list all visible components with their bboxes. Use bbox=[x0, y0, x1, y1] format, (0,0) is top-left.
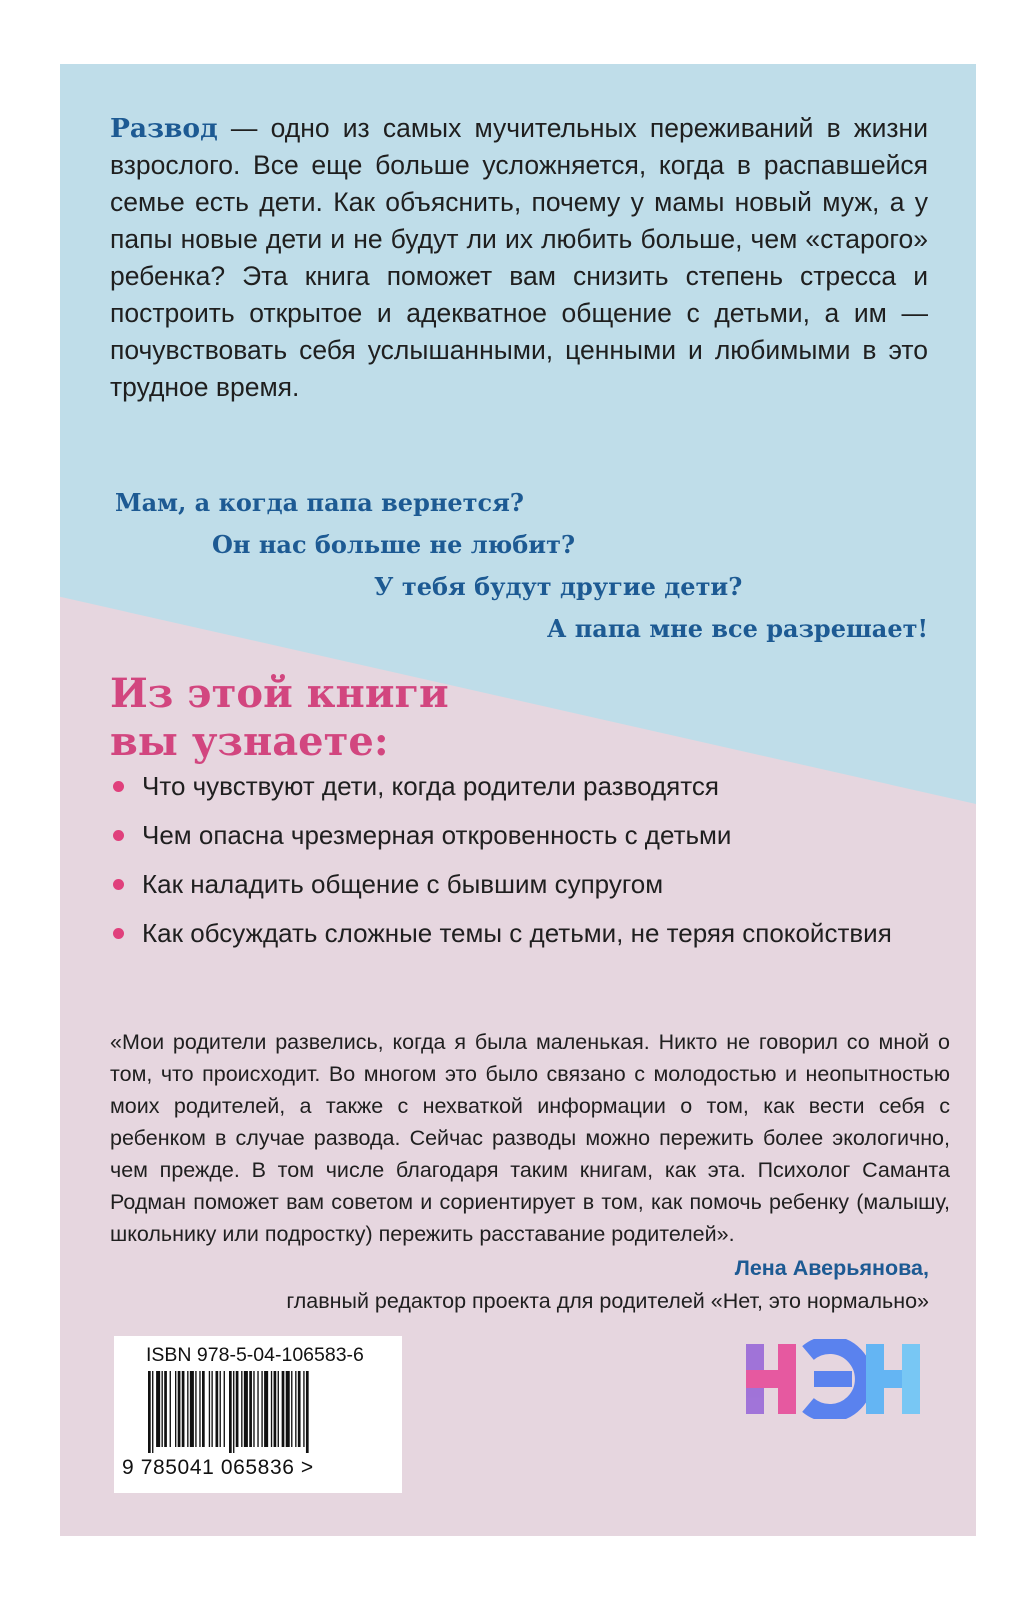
bullet-dot-icon bbox=[113, 928, 124, 939]
bullet-dot-icon bbox=[113, 879, 124, 890]
testimonial-author: Лена Аверьянова, bbox=[734, 1256, 929, 1280]
ean-digits: 9 785041 065836 > bbox=[122, 1456, 314, 1479]
intro-text: — одно из самых мучительных переживаний в жизни взрослого. Все еще больше усложняется, когда в распавшейся семье есть дети. Как объяснить, почему у мамы новый муж, а у папы новые дети и не будут ли их любить больше, чем «старого» ребенка? Эта книга поможет вам снизить степень стресса и построить открытое и адекватное общение с детьми, а им — почувствовать себя услышанными, ценными и любимыми в это трудное время. bbox=[110, 113, 928, 402]
bullet-dot-icon bbox=[113, 830, 124, 841]
publisher-logo bbox=[744, 1339, 929, 1419]
learn-item-text: Чем опасна чрезмерная откровенность с детьми bbox=[142, 820, 732, 850]
child-question-1: Мам, а когда папа вернется? bbox=[115, 488, 524, 517]
child-question-3: У тебя будут другие дети? bbox=[374, 572, 743, 601]
child-question-4: А папа мне все разрешает! bbox=[546, 614, 928, 643]
learn-item-text: Как обсуждать сложные темы с детьми, не теряя спокойствия bbox=[142, 918, 892, 948]
learn-list bbox=[110, 770, 960, 966]
learn-list-item bbox=[110, 770, 960, 819]
learn-item-text: Что чувствуют дети, когда родители разводятся bbox=[142, 771, 719, 801]
child-question-2: Он нас больше не любит? bbox=[212, 530, 576, 559]
intro-lead-word: Развод bbox=[110, 113, 218, 144]
learn-heading bbox=[110, 670, 610, 766]
learn-heading-line-2: вы узнаете: bbox=[110, 718, 389, 765]
testimonial-author-role: главный редактор проекта для родителей «Нет, это нормально» bbox=[286, 1289, 929, 1313]
testimonial-quote: «Мои родители развелись, когда я была маленькая. Никто не говорил со мной о том, что происходит. Во многом это было связано с молодостью и неопытностью моих родителей, а также с нехваткой информации о том, как вести себя с ребенком в случае развода. Сейчас разводы можно пережить более экологично, чем прежде. В том числе благодаря таким книгам, как эта. Психолог Саманта Родман поможет вам советом и сориентирует в том, как помочь ребенку (малышу, школьнику или подростку) пережить расставание родителей». bbox=[110, 1030, 950, 1246]
learn-heading-line-1: Из этой книги bbox=[110, 670, 449, 717]
barcode-block bbox=[114, 1336, 402, 1493]
barcode-icon bbox=[148, 1371, 380, 1453]
isbn-label: ISBN 978-5-04-106583-6 bbox=[146, 1344, 364, 1366]
back-cover bbox=[60, 64, 976, 1536]
learn-item-text: Как наладить общение с бывшим супругом bbox=[142, 869, 664, 899]
learn-list-item bbox=[110, 917, 960, 966]
intro-paragraph bbox=[110, 110, 928, 406]
bullet-dot-icon bbox=[113, 781, 124, 792]
learn-list-item bbox=[110, 819, 960, 868]
learn-list-item bbox=[110, 868, 960, 917]
